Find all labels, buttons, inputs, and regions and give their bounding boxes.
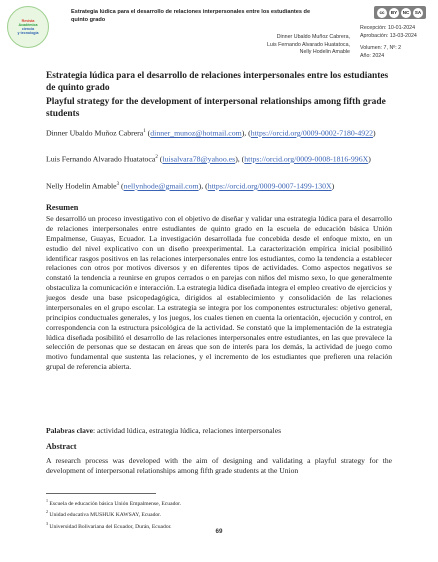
footnote-divider xyxy=(46,493,156,494)
author-affiliation-marker: 2 xyxy=(155,155,158,160)
abstract-heading: Abstract xyxy=(46,442,77,451)
footnote-item: $^2$ Unidad educativa MUSHUK KAWSAY, Ecuador. xyxy=(46,509,162,519)
logo-text-line-2: Académica xyxy=(18,22,38,27)
author-entry: Luis Fernando Alvarado Huatatoca$^2$ (luisalvara78@yahoo.es), (https://orcid.org/0009-0008-1816-996X) xyxy=(46,154,371,164)
footnote-item: $^3$ Universidad Bolivariana del Ecuador, Durán, Ecuador. xyxy=(46,520,172,530)
received-date: Recepción: 10-01-2024 xyxy=(360,25,416,31)
author-affiliation-marker: 3 xyxy=(116,182,120,187)
resumen-heading: Resumen xyxy=(46,203,79,212)
volume-number: Volumen: 7, Nº: 2 xyxy=(360,45,402,52)
author-entry: Dinner Ubaldo Muñoz Cabrera$^1$ (dinner_munoz@hotmail.com), (https://orcid.org/0009-0002-7180-4922) xyxy=(46,128,376,138)
logo-text-line-1: Revista xyxy=(21,18,35,23)
publication-metadata xyxy=(360,25,436,60)
cc-icon: cc xyxy=(377,8,387,18)
running-header-author: Nelly Hodelin Amable xyxy=(299,49,350,56)
keywords-line xyxy=(46,426,392,436)
creative-commons-license-badge[interactable] xyxy=(374,6,426,19)
author-orcid-link[interactable]: https://orcid.org/0009-0008-1816-996X xyxy=(244,154,369,164)
running-header-title: Estrategia lúdica para el desarrollo de relaciones interpersonales entre los estudiantes de quinto grado xyxy=(71,9,311,23)
author-entry: Nelly Hodelin Amable$^3$ (nellynhode@gmail.com), (https://orcid.org/0009-0007-1499-130X) xyxy=(46,181,335,191)
author-name: Nelly Hodelin Amable xyxy=(46,181,117,191)
page-number: 69 xyxy=(215,528,223,535)
logo-text-line-3: ciencia xyxy=(21,27,35,31)
author-email-link[interactable]: dinner_munoz@hotmail.com xyxy=(150,128,242,138)
publication-year: Año: 2024 xyxy=(360,52,385,59)
author-affiliation-marker: 1 xyxy=(143,129,146,134)
footnote-item: $^1$ Escuela de educación básica Unión Empalmense, Ecuador. xyxy=(46,498,182,507)
article-title-spanish: Estrategia lúdica para el desarrollo de relaciones interpersonales entre los estudiantes de quinto grado xyxy=(46,71,389,93)
author-email-link[interactable]: nellynhode@gmail.com xyxy=(123,181,199,191)
accepted-date: Aprobación: 13-03-2024 xyxy=(360,32,417,39)
footnotes xyxy=(46,497,392,531)
running-header-author: Dinner Ubaldo Muñoz Cabrera, xyxy=(276,34,350,40)
resumen-paragraph: Se desarrolló un proceso investigativo con el objetivo de diseñar y validar una estrategia lúdica para el desarrollo de relaciones interpersonales entre estudiantes de quinto grado en la escuela de educación básica Unión Empalmense, Guayas, Ecuador. La investigación desarrollada fue concebida desde el enfoque mixto, en un estudio del nivel explicativo con un diseño preexperimental. La caracterización empírica inicial posibilitó identificar rasgos positivos en las relaciones interpersonales entre los estudiantes, como la tendencia a establecer relaciones con otros por motivos diversos y en diferentes tipos de actividades. Como aspectos negativos se constató la tendencia a reunirse en grupos cerrados o en parejas con niños del mismo sexo, lo que generalmente obstaculiza la comunicación e interacción. La estrategia lúdica diseñada integra el empleo creativo de ejercicios y juegos desde una base psicopedagógica, dirigidos al establecimiento y consolidación de las relaciones interpersonales en el grupo escolar. La estrategia se integra por los componentes estructurales: objetivo general, principios conductuales generales, y los juegos, los cuales tienen en cuenta la orientación, ejecución y control, en correspondencia con la estructura psicológica de la actividad. Se constató que la implementación de la estrategia lúdica diseñada posibilitó el desarrollo de las relaciones interpersonales entre estudiantes, en las que prevalece la selección de personas que se destacan en áreas que son de interés para los demás, la actividad de juego como motivo fundamental que sustenta las relaciones, y el incremento de los estudiantes que prefieren una relación grupal de referencia abierta. xyxy=(46,214,392,372)
keywords-list: : actividad lúdica, estrategia lúdica, relaciones interpersonales xyxy=(93,426,282,435)
article-title-english: Playful strategy for the development of interpersonal relationships among fifth grade students xyxy=(46,97,386,119)
author-email-link[interactable]: luisalvara78@yahoo.es xyxy=(162,154,236,164)
author-orcid-link[interactable]: https://orcid.org/0009-0002-7180-4922 xyxy=(250,128,373,138)
keywords-label: Palabras clave xyxy=(46,426,94,435)
running-header-author: Luis Fernando Alvarado Huatatoca, xyxy=(266,41,350,48)
logo-text-line-4: y tecnología xyxy=(17,31,39,36)
journal-logo xyxy=(7,6,49,48)
author-name: Luis Fernando Alvarado Huatatoca xyxy=(46,154,156,164)
abstract-paragraph: A research process was developed with the aim of designing and validating a playful strategy for the development of interpersonal relationships among fifth grade students at the Union xyxy=(46,456,392,475)
author-orcid-link[interactable]: https://orcid.org/0009-0007-1499-130X xyxy=(207,181,332,191)
noncommercial-icon: NC xyxy=(401,8,411,18)
running-header-authors xyxy=(236,34,350,57)
sharealike-icon: SA xyxy=(413,8,423,18)
author-name: Dinner Ubaldo Muñoz Cabrera xyxy=(46,128,144,138)
attribution-icon: BY xyxy=(389,8,399,18)
